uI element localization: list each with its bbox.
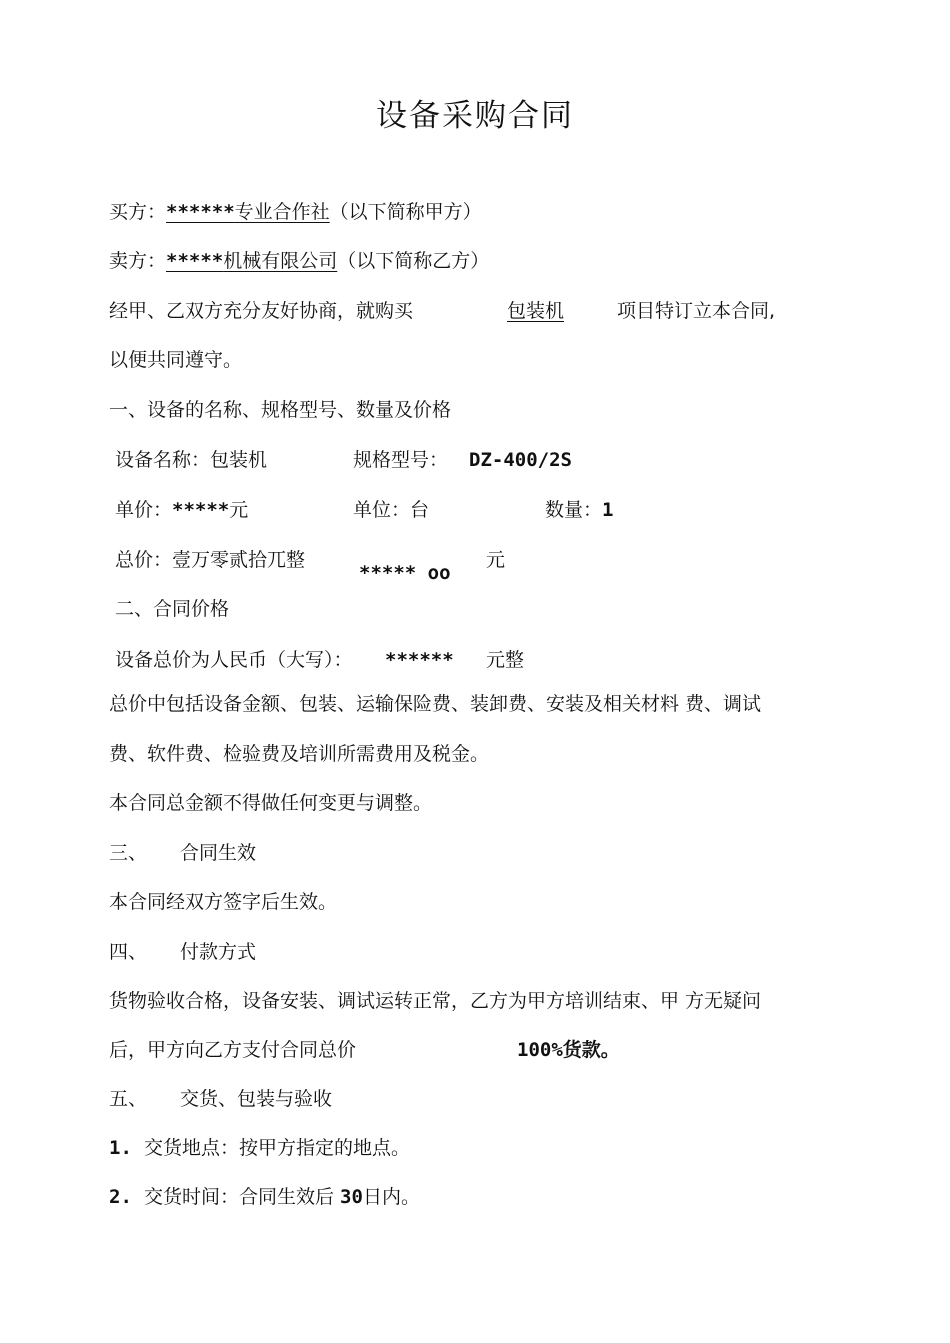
section3-heading: 合同生效: [180, 842, 257, 864]
section4-para-b: 后，甲方向乙方支付合同总价: [109, 1039, 357, 1061]
total-rmb-label: 设备总价为人民币（大写）：: [115, 649, 353, 671]
total-rmb-suffix: 元整: [486, 649, 525, 671]
total-price-value: ***** oo: [359, 562, 451, 584]
unit-price-suffix: 元: [229, 499, 249, 521]
section2-para2: 本合同总金额不得做任何变更与调整。: [109, 792, 433, 814]
page-title: 设备采购合同: [376, 98, 574, 134]
seller-line: [109, 247, 489, 275]
total-rmb-value: ******: [385, 649, 454, 671]
section3-para: 本合同经双方签字后生效。: [109, 891, 338, 913]
section1-heading: 一、设备的名称、规格型号、数量及价格: [109, 399, 452, 421]
section5-item2: [109, 1183, 420, 1211]
section4-number: 四、: [109, 941, 148, 963]
unit-label: 单位：台: [353, 499, 430, 521]
section4-para-a: 货物验收合格，设备安装、调试运转正常，乙方为甲方培训结束、甲 方无疑问: [109, 990, 762, 1012]
equipment-name: 设备名称：包装机: [115, 449, 268, 471]
buyer-name: ******专业合作社: [166, 201, 330, 223]
item1-number: 1.: [109, 1137, 132, 1159]
quantity-label: 数量：: [545, 499, 603, 521]
buyer-line: [109, 198, 482, 226]
seller-name: *****机械有限公司: [166, 250, 338, 272]
section4-heading: 付款方式: [180, 941, 257, 963]
section2-heading: 二、合同价格: [115, 598, 230, 620]
quantity: [545, 496, 613, 524]
item1-text: 交货地点：按甲方指定的地点。: [143, 1137, 410, 1159]
section5-number: 五、: [109, 1088, 148, 1110]
seller-suffix: （以下简称乙方）: [337, 250, 490, 272]
item2-value: 30: [340, 1186, 363, 1208]
section4-para-b-value: 100%货款。: [517, 1039, 620, 1061]
section2-para1a: 总价中包括设备金额、包装、运输保险费、装卸费、安装及相关材料 费、调试: [109, 693, 762, 715]
item2-number: 2.: [109, 1186, 132, 1208]
section3-number: 三、: [109, 842, 148, 864]
item2-text-b: 日内。: [362, 1186, 420, 1208]
intro-part1: 经甲、乙双方充分友好协商，就购买: [109, 300, 414, 322]
unit-price: [115, 496, 248, 524]
item2-text-a: 交货时间：合同生效后: [143, 1186, 334, 1208]
intro-item: 包装机: [507, 300, 565, 322]
total-price-suffix: 元: [486, 549, 506, 571]
section5-heading: 交货、包装与验收: [180, 1088, 333, 1110]
seller-label: 卖方：: [109, 250, 167, 272]
total-price-label: 总价：壹万零贰拾兀整: [115, 549, 306, 571]
section5-item1: [109, 1134, 410, 1162]
buyer-label: 买方：: [109, 201, 167, 223]
quantity-value: 1: [602, 499, 614, 521]
buyer-name-mask: ******: [166, 201, 235, 223]
unit-price-value: *****: [172, 499, 230, 521]
intro-part2: 项目特订立本合同,: [617, 300, 776, 322]
buyer-suffix: （以下简称甲方）: [329, 201, 482, 223]
intro-part3: 以便共同遵守。: [109, 349, 243, 371]
model-label: 规格型号：: [353, 449, 449, 471]
unit-price-label: 单价：: [115, 499, 173, 521]
model-value: DZ-400/2S: [469, 449, 572, 471]
seller-name-mask: *****: [166, 250, 224, 272]
section2-para1b: 费、软件费、检验费及培训所需费用及税金。: [109, 743, 490, 765]
